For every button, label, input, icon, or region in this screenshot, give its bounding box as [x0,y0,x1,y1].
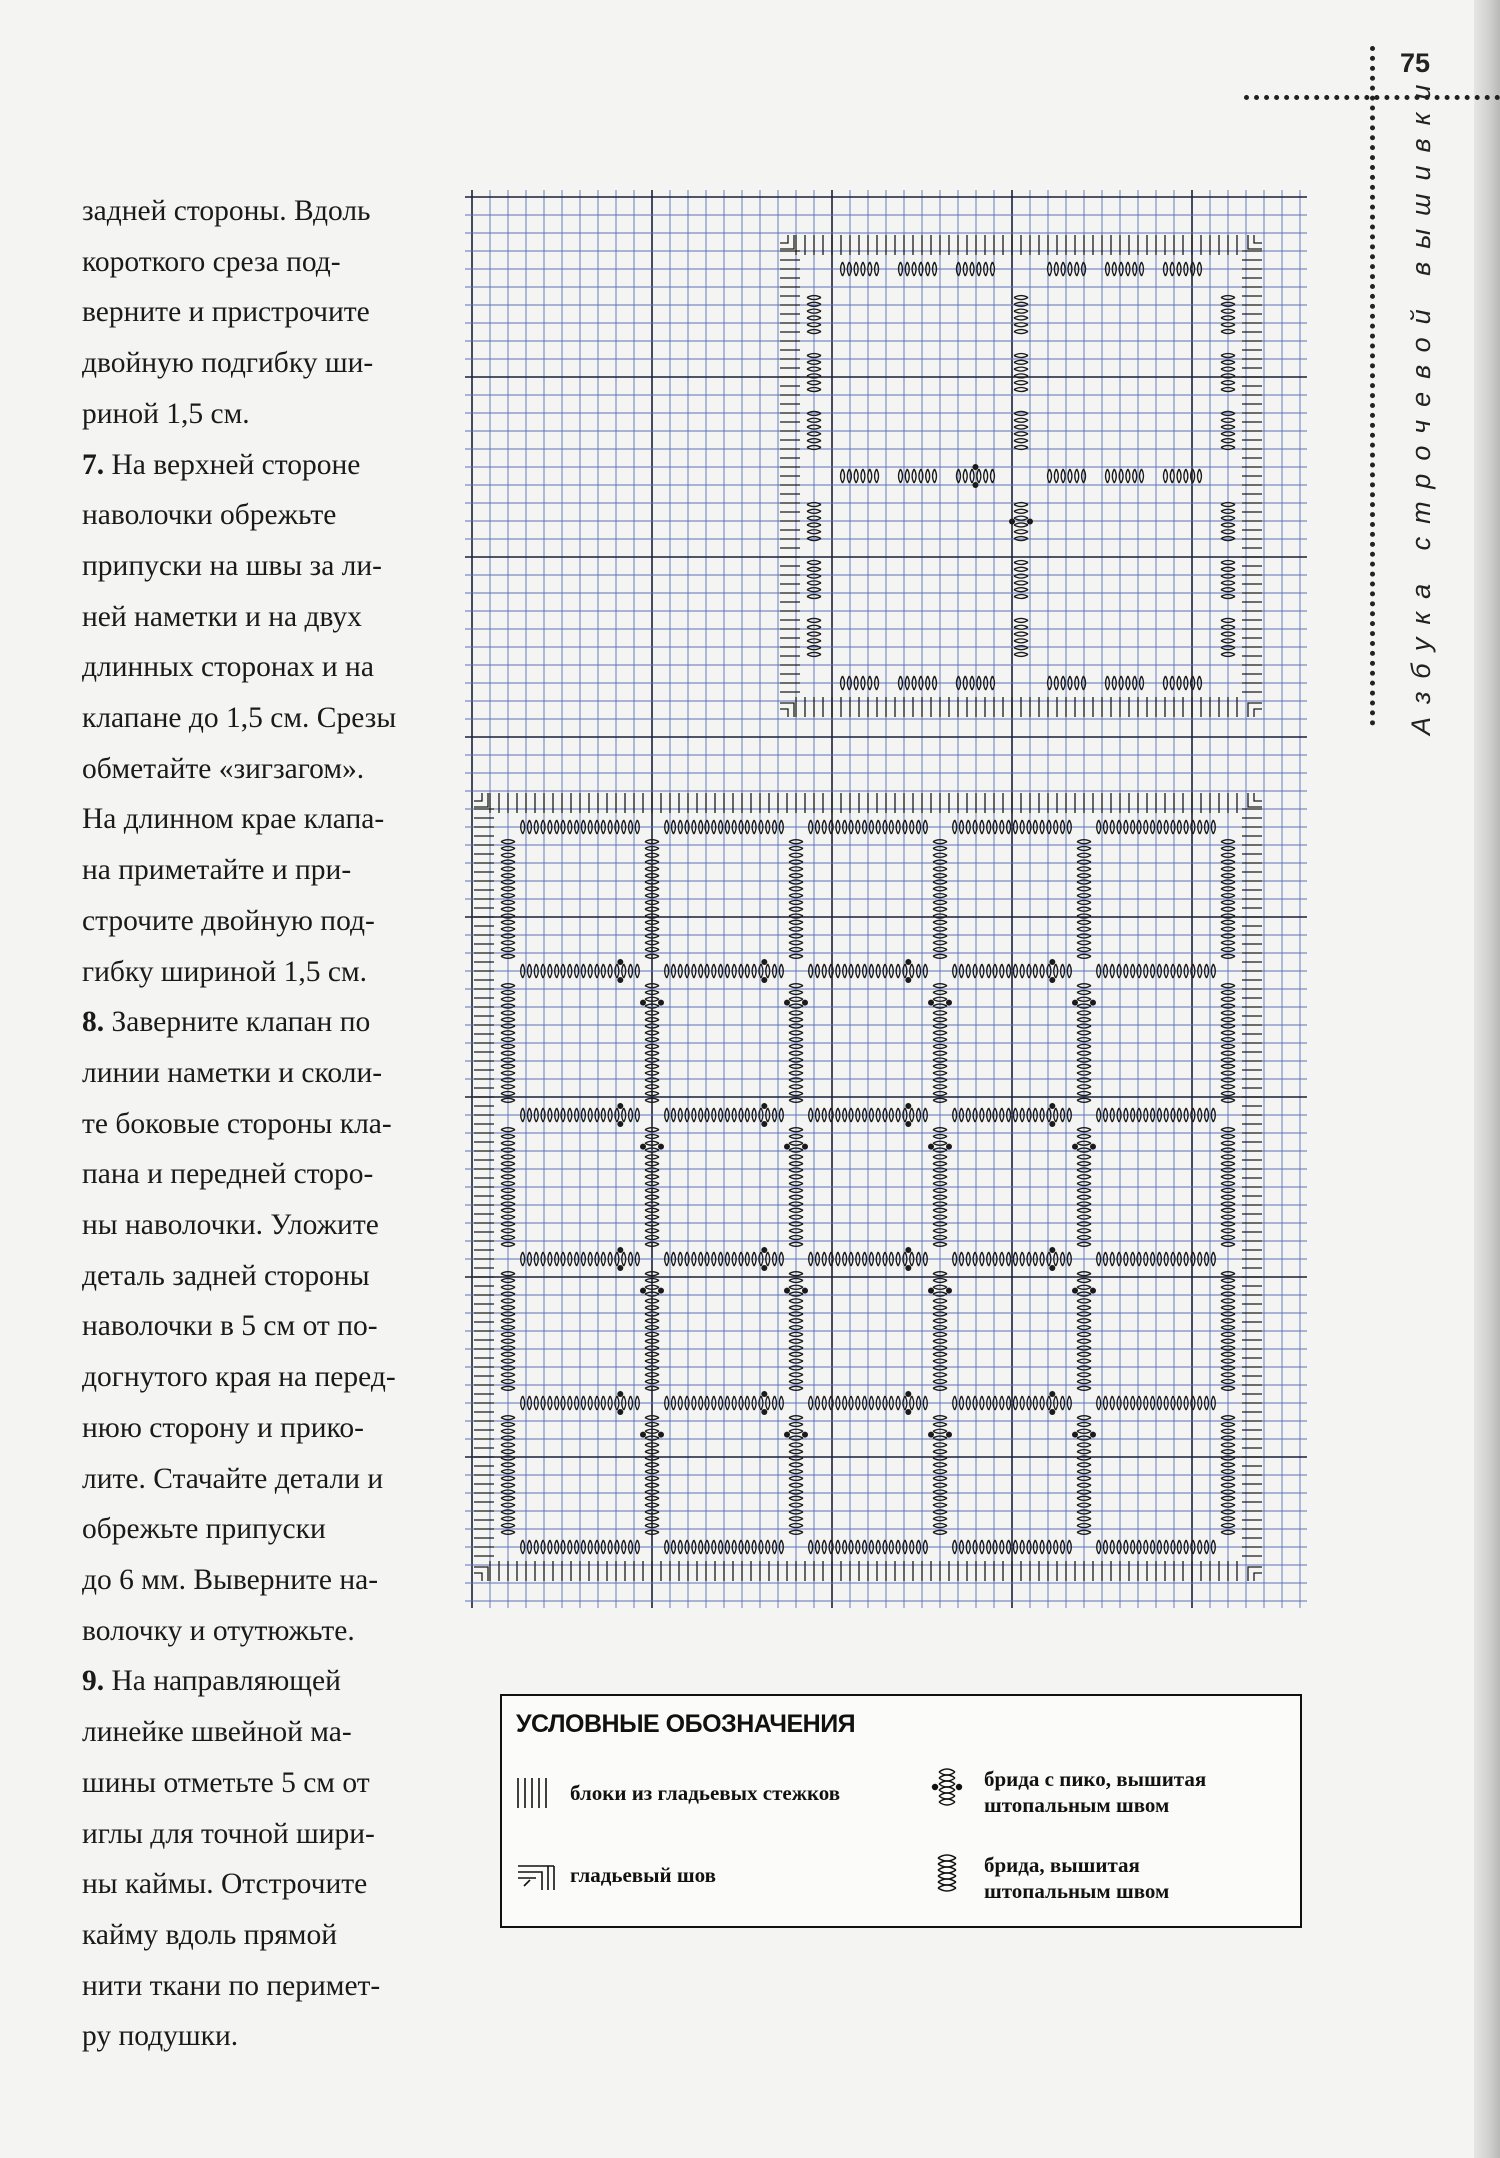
satin-blocks-icon [516,1776,548,1810]
step-number: 8. [82,1006,105,1039]
woven-bar [1163,469,1201,483]
picot-bar-icon [930,1766,964,1810]
text-line-content: двойную подгибку ши- [82,347,374,380]
text-line-content: наволочки в 5 см от по- [82,1310,378,1343]
text-line-content: волочку и отутюжьте. [82,1614,355,1647]
text-line-content: задней стороны. Вдоль [82,195,371,227]
text-line-content: строчите двойную под- [82,904,375,937]
legend-title: УСЛОВНЫЕ ОБОЗНАЧЕНИЯ [516,1710,856,1738]
text-line-content: на приметайте и при- [82,854,352,887]
woven-bar-icon [930,1852,964,1896]
picot-bar [956,464,994,488]
text-line-content: ру подушки. [82,2020,239,2053]
text-line-content: длинных сторонах и на [82,651,374,684]
text-line-content: короткого среза под- [82,245,341,278]
satin-stitch-icon [516,1858,556,1892]
text-line-content: линейке швейной ма- [82,1716,352,1749]
chart-grid [465,190,1307,1608]
text-line-content: ней наметки и на двух [82,600,362,633]
step-number: 9. [82,1665,105,1698]
text-line-content: гибку шириной 1,5 см. [82,955,368,988]
text-line-content: обметайте «зигзагом». [82,752,365,785]
legend-label-satin-blocks: блоки из гладьевых стежков [570,1781,841,1805]
text-line-content: ны каймы. Отстрочите [82,1868,368,1901]
running-head: Азбука строчевой вышивки [1406,71,1436,735]
woven-bar [1014,296,1028,334]
text-line-content: припуски на швы за ли- [82,549,382,582]
page-number: 75 [1400,48,1431,78]
text-line-content: шины отметьте 5 см от [82,1766,370,1799]
text-line-content: ны наволочки. Уложите [82,1209,379,1242]
satin-border [780,235,1262,717]
text-line-content: На длинном крае клапа- [82,803,385,836]
text-line-content: клапане до 1,5 см. Срезы [82,702,397,735]
text-line-content: На направляющей [104,1665,341,1698]
text-line-content: линии наметки и сколи- [82,1056,383,1089]
woven-bar [841,469,879,483]
text-line-content: кайму вдоль прямой [82,1918,337,1951]
woven-bar [1014,411,1028,449]
legend-box [500,1694,1302,1928]
text-line-content: На верхней стороне [104,448,361,481]
legend-label-satin-stitch: гладьевый шов [570,1863,716,1887]
text-line-content: нити ткани по перимет- [82,1969,381,2002]
legend-label-picot-bar: брида с пико, вышитая штопальным швом [984,1767,1207,1817]
text-line-content: иглы для точной шири- [82,1817,375,1850]
text-line-content: нюю сторону и прико- [82,1411,364,1444]
step-number: 7. [82,448,105,481]
text-line-content: пана и передней сторо- [82,1158,374,1191]
text-line-content: деталь задней стороны [82,1259,370,1292]
woven-bar [1048,469,1086,483]
text-line-content: обрежьте припуски [82,1513,326,1546]
woven-bar [1014,618,1028,656]
text-line-content: наволочки обрежьте [82,499,337,532]
legend-label-woven-bar: брида, вышитая штопальным швом [984,1853,1170,1903]
text-line-content: риной 1,5 см. [82,397,250,430]
chart-small-panel [780,235,1262,717]
text-line-content: Заверните клапан по [104,1006,371,1039]
text-line-content: верните и пристрочите [82,296,370,329]
text-line-content: те боковые стороны кла- [82,1107,392,1140]
text-line-content: лите. Стачайте детали и [82,1462,384,1495]
text-line-content: до 6 мм. Выверните на- [82,1563,379,1596]
text-line-content: догнутого края на перед- [82,1361,396,1394]
